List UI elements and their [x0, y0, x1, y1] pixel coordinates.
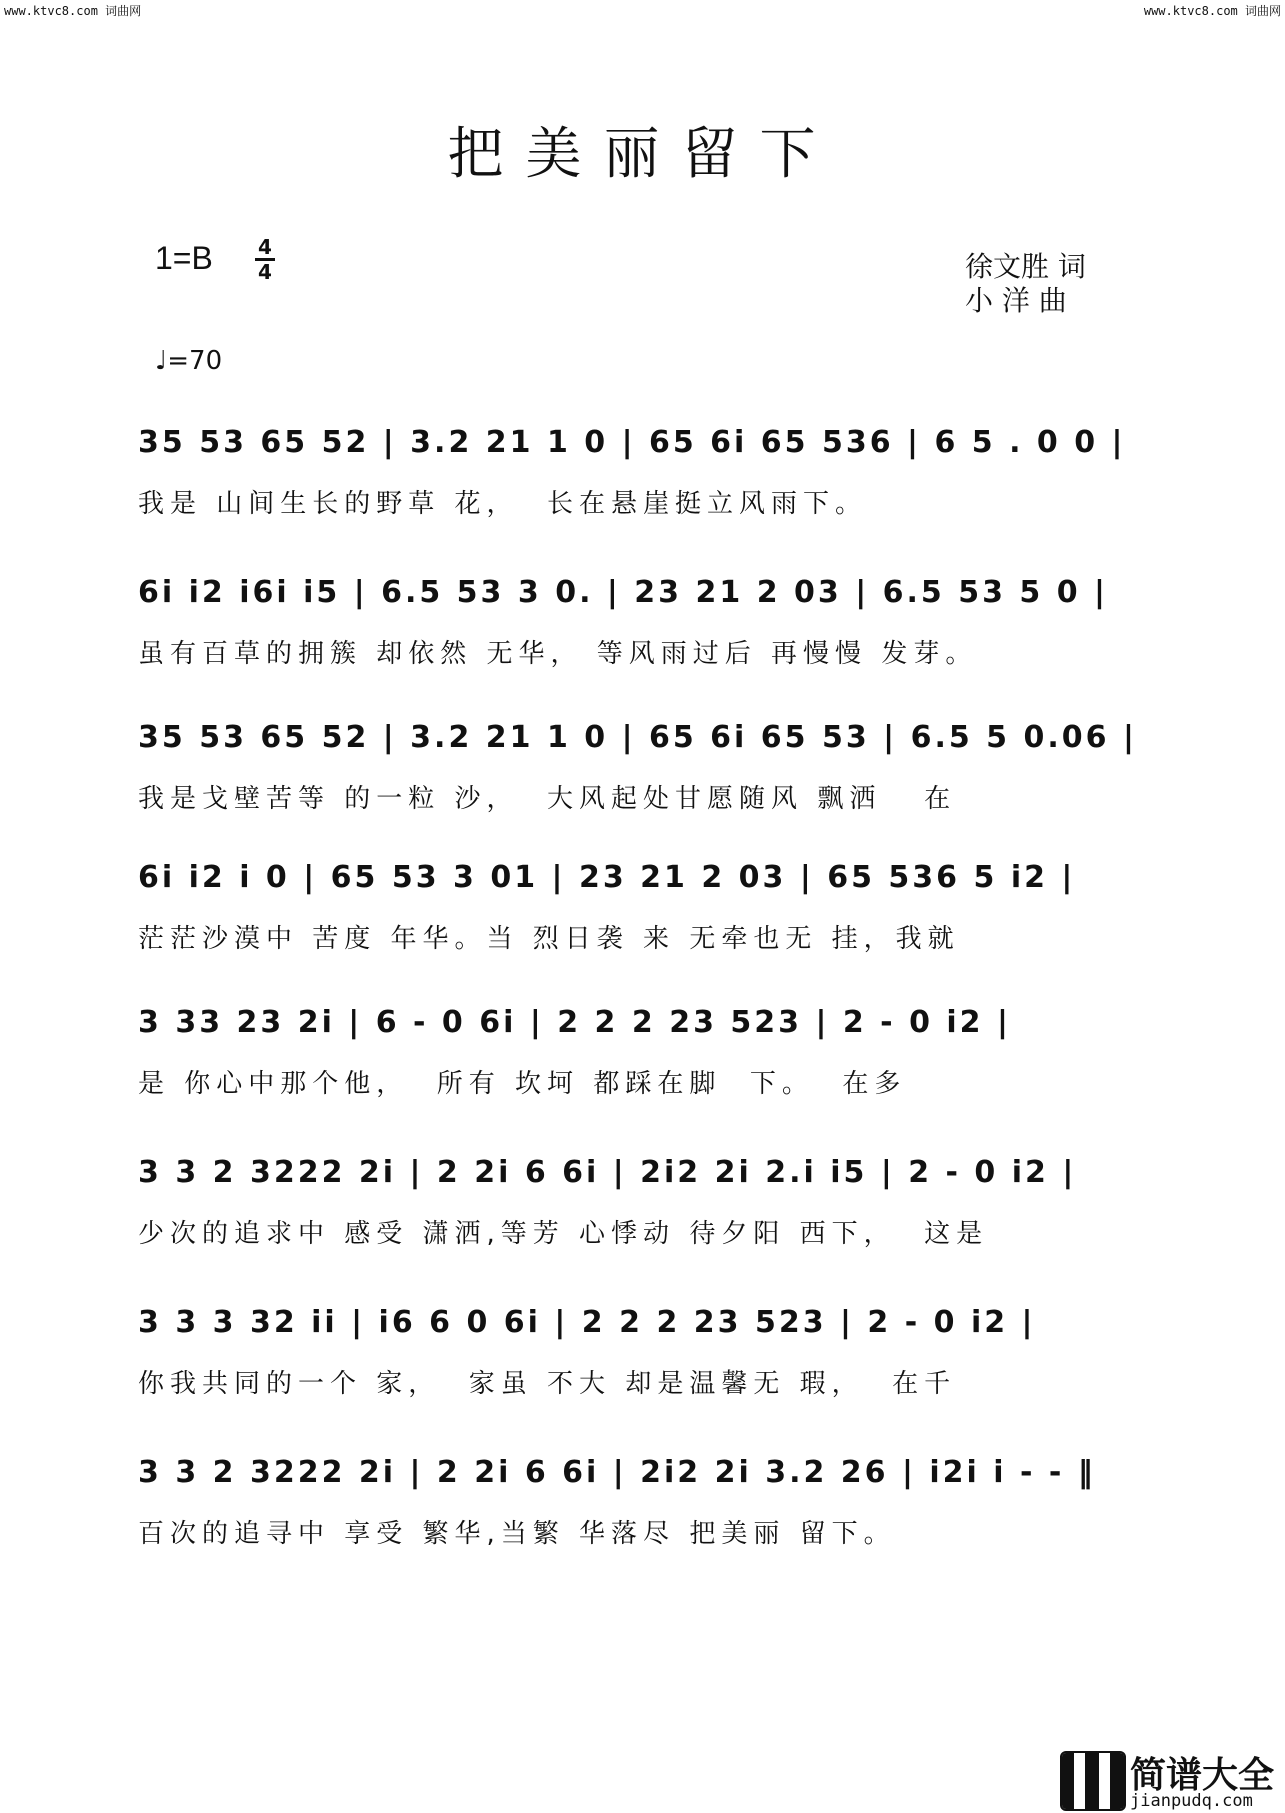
score-system	[138, 985, 1158, 1105]
notation-line: 6i i2 i6i i5 | 6.5 53 3 0. | 23 21 2 03 | 6.5 53 5 0 |	[138, 575, 1108, 610]
time-signature-top: 4	[258, 235, 272, 259]
notation-line: 3 3 2 3222 2i | 2 2i 6 6i | 2i2 2i 2.i i5 | 2 - 0 i2 |	[138, 1155, 1077, 1190]
lyrics-line: 少次的追求中 感受 潇洒,等芳 心悸动 待夕阳 西下， 这是	[138, 1219, 989, 1249]
piano-keys-icon	[1060, 1751, 1126, 1811]
lyrics-line: 你我共同的一个 家， 家虽 不大 却是温馨无 瑕， 在千	[138, 1369, 957, 1399]
notation-line: 3 3 3 32 ii | i6 6 0 6i | 2 2 2 23 523 | 2 - 0 i2 |	[138, 1305, 1036, 1340]
lyrics-line: 我是戈壁苦等 的一粒 沙， 大风起处甘愿随风 飘洒 在	[138, 784, 957, 814]
credits	[965, 250, 1086, 318]
score-system	[138, 700, 1158, 820]
lyrics-line: 是 你心中那个他， 所有 坎坷 都踩在脚 下。 在多	[138, 1069, 907, 1099]
site-logo	[1060, 1745, 1285, 1813]
time-signature	[255, 236, 275, 283]
logo-url: jianpudq.com	[1130, 1791, 1253, 1811]
score-system	[138, 405, 1158, 525]
lyrics-line: 虽有百草的拥簇 却依然 无华， 等风雨过后 再慢慢 发芽。	[138, 639, 978, 669]
score-system	[138, 840, 1158, 960]
notation-line: 6i i2 i 0 | 65 53 3 01 | 23 21 2 03 | 65 536 5 i2 |	[138, 860, 1076, 895]
notation-line: 3 33 23 2i | 6 - 0 6i | 2 2 2 23 523 | 2 - 0 i2 |	[138, 1005, 1011, 1040]
notation-line: 35 53 65 52 | 3.2 21 1 0 | 65 6i 65 53 | 6.5 5 0.06 |	[138, 720, 1137, 755]
lyrics-line: 茫茫沙漠中 苦度 年华。当 烈日袭 来 无牵也无 挂，我就	[138, 924, 960, 954]
key-signature: 1=B	[155, 240, 213, 276]
score-system	[138, 1435, 1158, 1555]
logo-text: 简谱大全	[1130, 1755, 1275, 1796]
site-watermark-left: www.ktvc8.com 词曲网	[4, 4, 142, 18]
notation-line: 35 53 65 52 | 3.2 21 1 0 | 65 6i 65 536 | 6 5 . 0 0 |	[138, 425, 1126, 460]
lyrics-line: 我是 山间生长的野草 花， 长在悬崖挺立风雨下。	[138, 489, 868, 519]
song-title: 把美丽留下	[447, 122, 838, 187]
time-signature-bottom: 4	[255, 258, 275, 283]
score-system	[138, 1135, 1158, 1255]
lyrics-line: 百次的追寻中 享受 繁华,当繁 华落尽 把美丽 留下。	[138, 1519, 896, 1549]
site-watermark-right: www.ktvc8.com 词曲网	[1143, 4, 1281, 18]
composer: 小 洋 曲	[965, 284, 1067, 317]
lyricist: 徐文胜 词	[965, 250, 1086, 283]
score-system	[138, 1285, 1158, 1405]
notation-line: 3 3 2 3222 2i | 2 2i 6 6i | 2i2 2i 3.2 26 | i2i i - - ‖	[138, 1455, 1096, 1490]
tempo-marking: ♩=70	[155, 346, 223, 376]
score-system	[138, 555, 1158, 675]
